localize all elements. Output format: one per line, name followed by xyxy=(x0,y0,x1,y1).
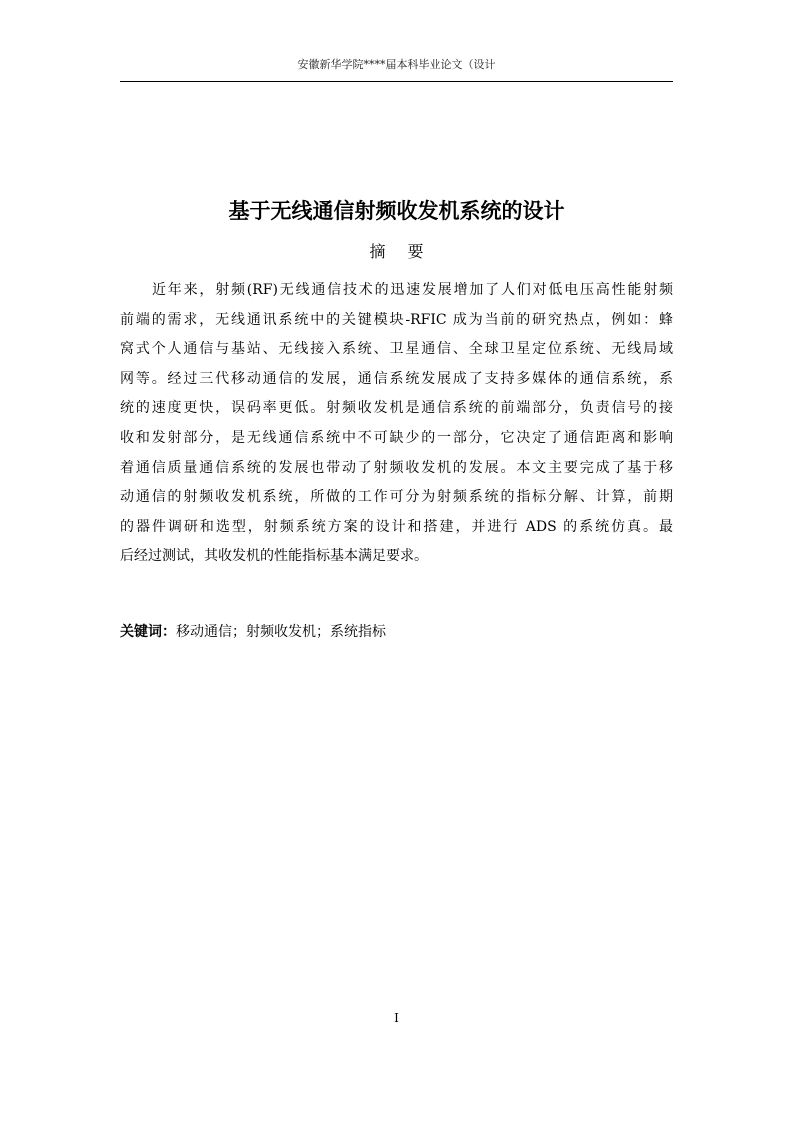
abstract-line: 后经过测试，其收发机的性能指标基本满足要求。 xyxy=(120,548,428,565)
abstract-line: 窝式个人通信与基站、无线接入系统、卫星通信、全球卫星定位系统、无线局域 xyxy=(120,341,673,358)
keywords-label: 关键词： xyxy=(120,624,176,640)
abstract-line: 统的速度更快，误码率更低。射频收发机是通信系统的前端部分，负责信号的接 xyxy=(120,400,673,417)
header-divider xyxy=(120,81,673,82)
abstract-heading: 摘要 xyxy=(369,242,446,261)
abstract-line: 网等。经过三代移动通信的发展，通信系统发展成了支持多媒体的通信系统，系 xyxy=(120,370,673,387)
page-header: 安徽新华学院****届本科毕业论文（设计 xyxy=(297,58,496,71)
page-number: I xyxy=(394,1011,399,1025)
keywords xyxy=(120,620,673,644)
abstract-line: 动通信的射频收发机系统，所做的工作可分为射频系统的指标分解、计算，前期 xyxy=(120,489,673,506)
abstract-line: 着通信质量通信系统的发展也带动了射频收发机的发展。本文主要完成了基于移 xyxy=(120,459,673,476)
keywords-value: 移动通信；射频收发机；系统指标 xyxy=(176,624,386,640)
abstract-line: 近年来，射频(RF)无线通信技术的迅速发展增加了人们对低电压高性能射频 xyxy=(152,282,673,298)
abstract-line: 收和发射部分，是无线通信系统中不可缺少的一部分，它决定了通信距离和影响 xyxy=(120,429,673,446)
document-title: 基于无线通信射频收发机系统的设计 xyxy=(228,199,565,223)
abstract-line: 的器件调研和选型，射频系统方案的设计和搭建，并进行 ADS 的系统仿真。最 xyxy=(120,518,673,535)
abstract-line: 前端的需求，无线通讯系统中的关键模块-RFIC 成为当前的研究热点，例如：蜂 xyxy=(120,311,673,328)
abstract-body xyxy=(120,276,673,572)
